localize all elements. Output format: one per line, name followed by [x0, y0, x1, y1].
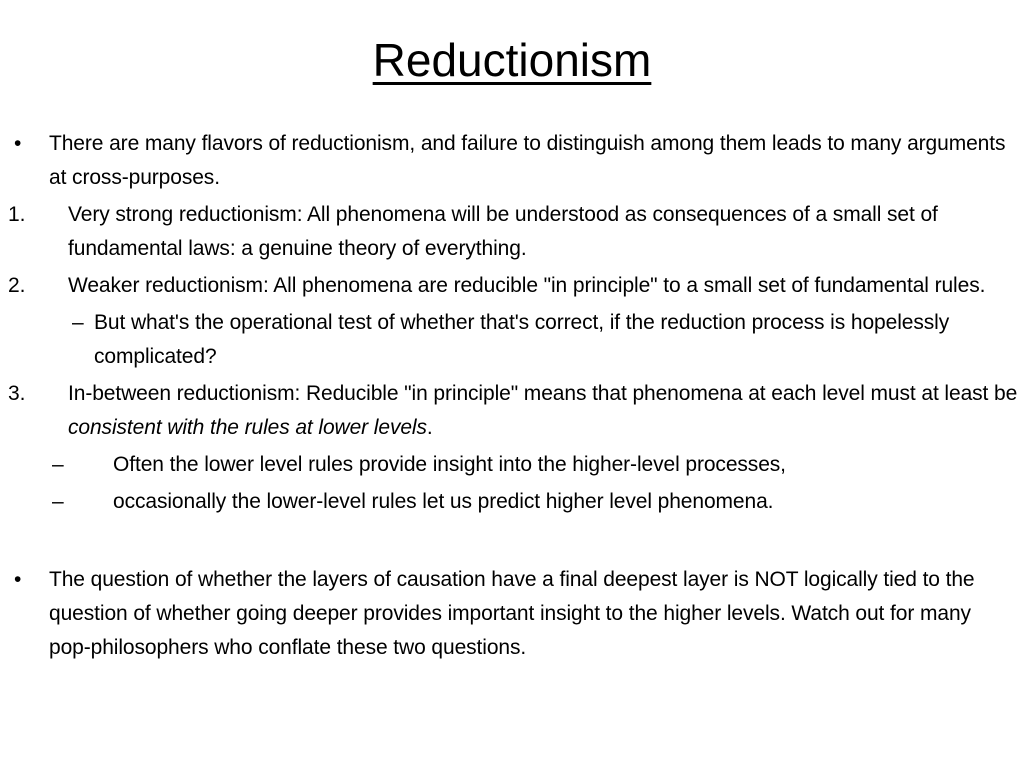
- number-marker: 3.: [8, 382, 26, 405]
- number-marker: 2.: [8, 274, 26, 297]
- sub-item-text: But what's the operational test of whether that's correct, if the reduction process is hopelessly complicated?: [94, 311, 950, 368]
- numbered-item-text: Weaker reductionism: All phenomena are reducible "in principle" to a small set of fundamental rules.: [68, 274, 986, 297]
- bullet-item: [0, 563, 1024, 665]
- sub-item-text: Often the lower level rules provide insight into the higher-level processes,: [113, 453, 786, 476]
- bullet-marker: •: [14, 132, 22, 155]
- numbered-item-3: [0, 377, 1024, 445]
- numbered-item-text: Very strong reductionism: All phenomena will be understood as consequences of a small set of fundamental laws: a genuine theory of everything.: [68, 203, 938, 260]
- sub-item: [0, 306, 1024, 374]
- text-segment: .: [426, 416, 433, 439]
- sub-item: [0, 448, 1024, 482]
- bullet-marker: •: [14, 568, 22, 591]
- text-segment: In-between reductionism: Reducible "in principle" means that phenomena at each level must at least be: [68, 382, 1018, 405]
- dash-marker: –: [52, 453, 64, 476]
- numbered-item-1: [0, 198, 1024, 266]
- slide-title: Reductionism: [372, 34, 652, 86]
- bullet-item: [0, 127, 1024, 195]
- italic-emphasis: consistent with the rules at lower levels: [68, 416, 427, 439]
- spacer: [0, 522, 1024, 563]
- slide-body: [0, 127, 1024, 668]
- sub-item: [0, 485, 1024, 519]
- dash-marker: –: [72, 311, 84, 334]
- dash-marker: –: [52, 490, 64, 513]
- sub-item-text: occasionally the lower-level rules let us predict higher level phenomena.: [113, 490, 774, 513]
- numbered-item-2: [0, 269, 1024, 303]
- bullet-text: There are many flavors of reductionism, and failure to distinguish among them leads to many arguments at cross-purposes.: [49, 132, 1006, 189]
- bullet-text: The question of whether the layers of causation have a final deepest layer is NOT logically tied to the question of whether going deeper provides important insight to the higher levels. Watch out for many pop-philosophers who conflate these two questions.: [49, 568, 975, 659]
- number-marker: 1.: [8, 203, 26, 226]
- numbered-item-text: [68, 377, 1018, 445]
